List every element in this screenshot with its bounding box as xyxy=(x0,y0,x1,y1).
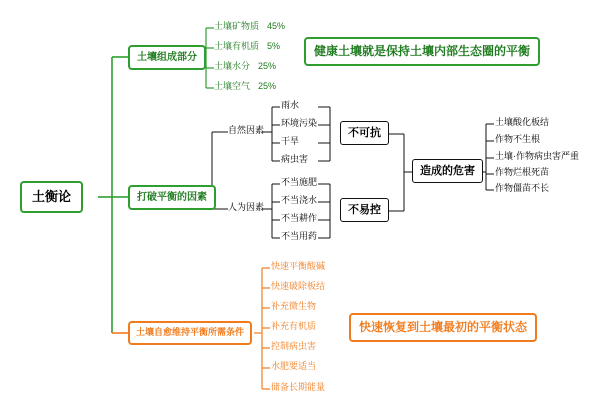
composition-item-1-value: 45% xyxy=(267,21,286,31)
branch-self-balance[interactable]: 土壤自愈维持平衡所需条件 xyxy=(128,321,252,345)
harm-item-2: 作物不生根 xyxy=(495,134,541,144)
group-hard-to-control[interactable]: 不易控 xyxy=(340,198,389,222)
human-item-3: 不当耕作 xyxy=(281,213,318,223)
composition-item-2 xyxy=(214,42,300,52)
composition-item-2-name: 土壤有机质 xyxy=(214,41,260,51)
callout-restore-balance: 快速恢复到土壤最初的平衡状态 xyxy=(349,313,537,342)
composition-item-2-value: 5% xyxy=(267,41,281,51)
harm-item-4: 作物烂根死苗 xyxy=(495,167,550,177)
harm-item-1: 土壤酸化板结 xyxy=(495,117,550,127)
self-balance-item-5: 控制病虫害 xyxy=(271,341,317,351)
self-balance-item-3: 补充微生物 xyxy=(271,301,317,311)
group-irresistible[interactable]: 不可抗 xyxy=(340,121,389,145)
composition-item-3-name: 土壤水分 xyxy=(214,61,251,71)
branch-composition[interactable]: 土壤组成部分 xyxy=(128,45,206,70)
composition-item-3 xyxy=(214,62,300,72)
factors-human-label: 人为因素 xyxy=(228,202,265,212)
self-balance-item-7: 储备长期能量 xyxy=(271,382,326,392)
harm-item-3: 土壤·作物病虫害严重 xyxy=(495,151,579,161)
branch-harm[interactable]: 造成的危害 xyxy=(412,159,483,183)
root-node[interactable]: 土衡论 xyxy=(20,181,83,213)
factors-natural-label: 自然因素 xyxy=(228,125,265,135)
self-balance-item-1: 快速平衡酸碱 xyxy=(271,261,326,271)
composition-item-4 xyxy=(214,82,300,92)
self-balance-item-6: 水肥要适当 xyxy=(271,361,317,371)
callout-healthy-soil: 健康土壤就是保持土壤内部生态圈的平衡 xyxy=(304,37,540,66)
composition-item-1 xyxy=(214,22,300,32)
natural-item-4: 病虫害 xyxy=(281,154,309,164)
natural-item-2: 环境污染 xyxy=(281,118,318,128)
composition-item-1-name: 土壤矿物质 xyxy=(214,21,260,31)
harm-item-5: 作物僵苗不长 xyxy=(495,183,550,193)
human-item-2: 不当浇水 xyxy=(281,195,318,205)
self-balance-item-4: 补充有机质 xyxy=(271,321,317,331)
natural-item-3: 干旱 xyxy=(281,136,300,146)
composition-item-3-value: 25% xyxy=(258,61,277,71)
human-item-4: 不当用药 xyxy=(281,231,318,241)
composition-item-4-value: 25% xyxy=(258,81,277,91)
composition-item-4-name: 土壤空气 xyxy=(214,81,251,91)
branch-factors[interactable]: 打破平衡的因素 xyxy=(128,185,216,210)
self-balance-item-2: 快速破除板结 xyxy=(271,281,326,291)
human-item-1: 不当施肥 xyxy=(281,177,318,187)
natural-item-1: 雨水 xyxy=(281,100,300,110)
